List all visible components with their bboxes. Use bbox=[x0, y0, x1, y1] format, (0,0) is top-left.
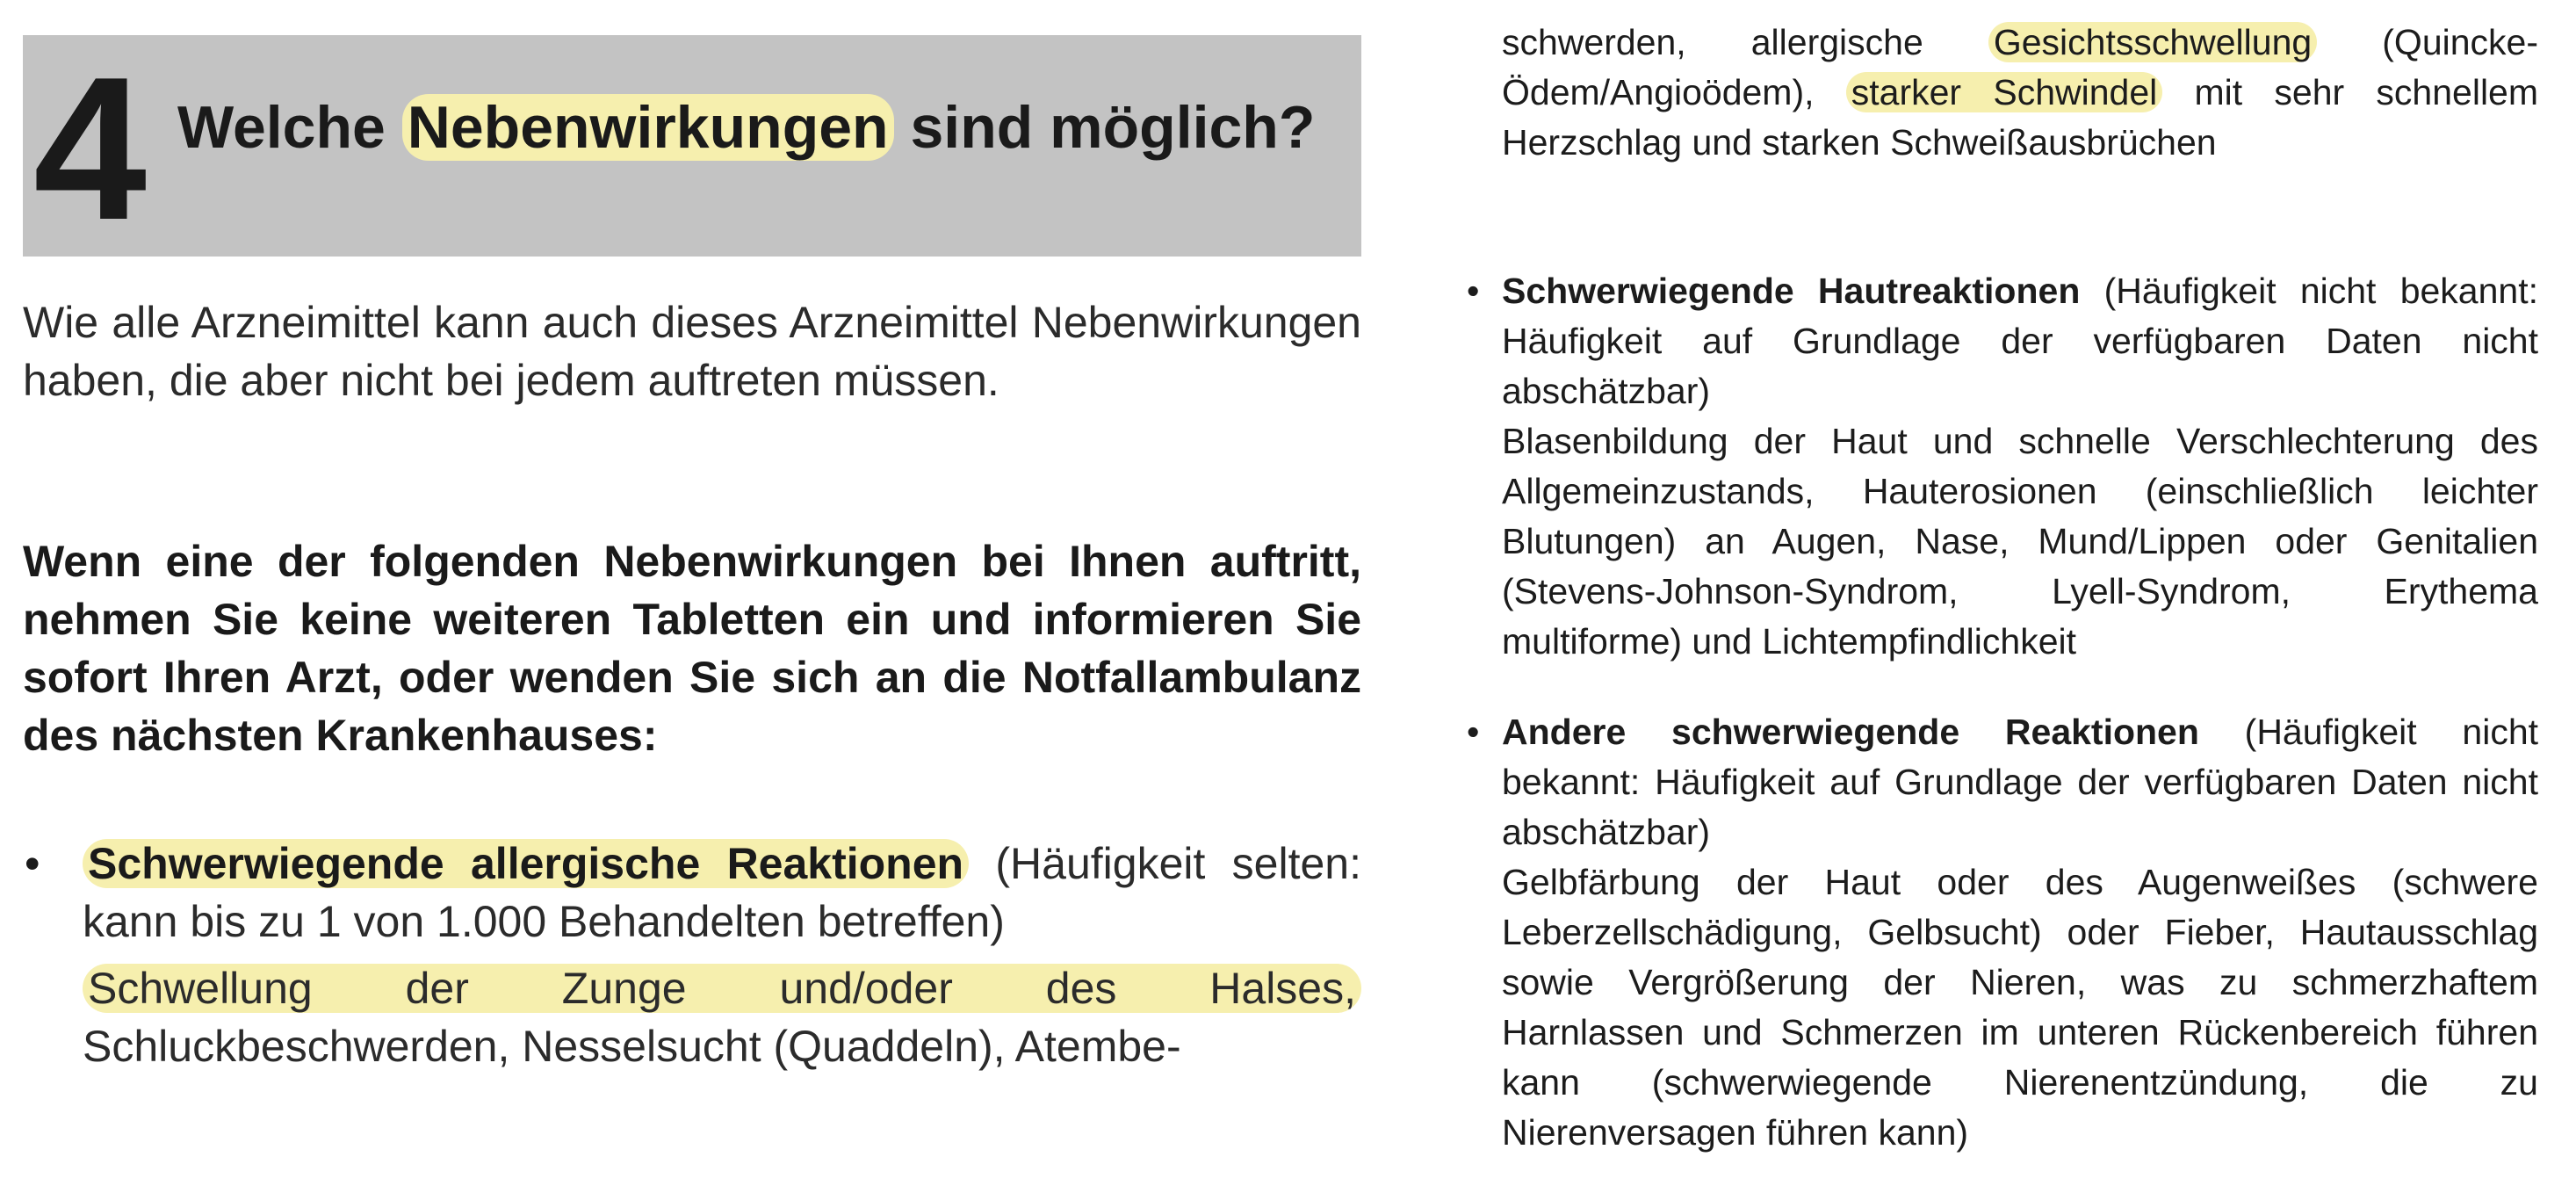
section-title-part1: Welche bbox=[177, 94, 402, 161]
detail-text-right-prefix: schwerden, allergische bbox=[1502, 22, 1988, 62]
bullet-detail: Gelbfärbung der Haut oder des Augenweißes (schwere Leberzellschädigung, Gelbsucht) oder Fieber, Hautausschlag sowie Vergrößerung der Nieren, was zu schmerzhaftem Harnlassen und Schmerzen im unteren Rückenbereich führen kann (schwerwiegende Nierenentzündung, die zu Nierenversagen führen kann) bbox=[1502, 862, 2538, 1153]
section-title bbox=[177, 90, 1319, 165]
bullet-title: Andere schwerwiegende Reaktionen bbox=[1502, 712, 2199, 752]
section-number: 4 bbox=[33, 35, 148, 263]
section-title-part2: sind möglich? bbox=[893, 94, 1316, 161]
intro-paragraph: Wie alle Arzneimittel kann auch dieses Arzneimittel Nebenwirkungen haben, die aber nicht bei jedem auftreten müssen. bbox=[23, 298, 1361, 405]
bullet-detail-left bbox=[83, 959, 1361, 1075]
bullet-frequency: (Häufigkeit nicht bekannt: Häufigkeit auf Grundlage der verfügbaren Daten nicht abschätzbar) bbox=[1502, 271, 2538, 411]
detail-text-left: Schluckbeschwerden, Nesselsucht (Quaddeln), Atembe- bbox=[83, 1022, 1181, 1071]
bullet-marker: • bbox=[1467, 712, 1480, 752]
bullet-detail-continued bbox=[1502, 18, 2538, 168]
bullet-marker: • bbox=[1467, 271, 1480, 311]
bullet-title: Schwerwiegende Hautreaktionen bbox=[1502, 271, 2081, 311]
bullet-body bbox=[1502, 266, 2538, 667]
bullet-skin-reactions bbox=[1463, 266, 2538, 667]
warning-paragraph: Wenn eine der folgenden Nebenwirkungen bei Ihnen auftritt, nehmen Sie keine weiteren Tabletten ein und informieren Sie sofort Ihren Arzt, oder wenden Sie sich an die Notfallambulanz des nächsten Krankenhauses: bbox=[23, 537, 1361, 760]
bullet-other-reactions bbox=[1463, 707, 2538, 1158]
bullet-allergic-reactions bbox=[23, 835, 1361, 1075]
bullet-marker: • bbox=[25, 839, 40, 888]
bullet-body bbox=[1502, 707, 2538, 1158]
detail-text-2: (Quincke-Ödem/Angioödem), bbox=[1502, 22, 2538, 112]
detail-highlight-3: starker Schwindel bbox=[1846, 72, 2162, 112]
section-heading bbox=[23, 35, 1361, 263]
bullet-detail: Blasenbildung der Haut und schnelle Verschlechterung des Allgemeinzustands, Hauterosionen (einschließlich leichter Blutungen) an Augen, Nase, Mund/Lippen oder Genitalien (Stevens-Johnson-Syndrom, Lyell-Syndrom, Erythema multiforme) und Lichtempfindlichkeit bbox=[1502, 421, 2538, 662]
detail-highlight: Schwellung der Zunge und/oder des Halses, bbox=[83, 964, 1361, 1013]
detail-text-3: mit sehr schnellem Herzschlag und starken Schweißausbrüchen bbox=[1502, 72, 2539, 163]
bullet-frequency: (Häufigkeit selten: kann bis zu 1 von 1.000 Behandelten betreffen) bbox=[83, 839, 1362, 946]
bullet-body bbox=[83, 835, 1361, 1075]
bullet-title: Schwerwiegende allergische Reaktionen bbox=[83, 839, 969, 888]
bullet-frequency: (Häufigkeit nicht bekannt: Häufigkeit auf Grundlage der verfügbaren Daten nicht abschätzbar) bbox=[1502, 712, 2539, 852]
section-title-highlight: Nebenwirkungen bbox=[402, 94, 894, 161]
detail-highlight-2: Gesichtsschwellung bbox=[1988, 22, 2317, 62]
